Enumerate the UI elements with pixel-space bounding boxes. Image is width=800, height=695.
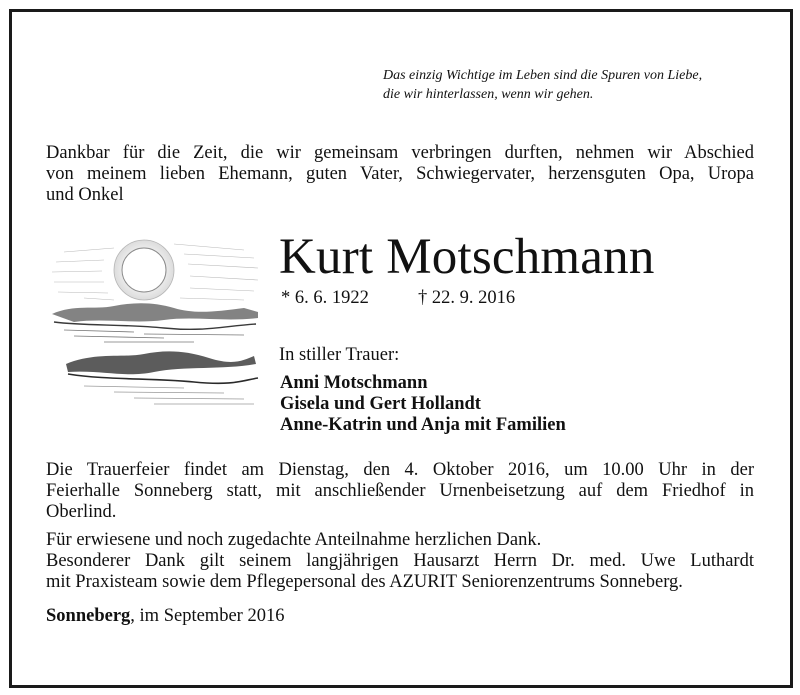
quote-line-2: die wir hinterlassen, wenn wir gehen. (383, 87, 594, 102)
epigraph-quote (383, 66, 763, 104)
life-dates (281, 288, 515, 309)
birth-date: * 6. 6. 1922 (281, 288, 369, 308)
mourner-name: Anni Motschmann (280, 373, 428, 393)
quote-line-1: Das einzig Wichtige im Leben sind die Spuren von Liebe, (383, 68, 703, 83)
ceremony-line-3: Oberlind. (46, 502, 117, 522)
intro-line-3: und Onkel (46, 185, 124, 205)
thanks-line-3: mit Praxisteam sowie dem Pflegepersonal des AZURIT Seniorenzentrums Sonneberg. (46, 572, 683, 592)
thanks-line-2: Besonderer Dank gilt seinem langjährigen Hausarzt Herrn Dr. med. Uwe Luthardt (46, 551, 754, 571)
intro-line-1: Dankbar für die Zeit, die wir gemeinsam verbringen durften, nehmen wir Abschied (46, 143, 754, 163)
deceased-name: Kurt Motschmann (279, 229, 655, 285)
mourner-name: Gisela und Gert Hollandt (280, 394, 481, 414)
mourner-name: Anne-Katrin und Anja mit Familien (280, 415, 566, 435)
thanks-text (46, 530, 754, 593)
death-date: † 22. 9. 2016 (418, 288, 516, 308)
ceremony-line-1: Die Trauerfeier findet am Dienstag, den 4. Oktober 2016, um 10.00 Uhr in der (46, 460, 754, 480)
intro-line-2: von meinem lieben Ehemann, guten Vater, Schwiegervater, herzensguten Opa, Uropa (46, 164, 754, 184)
mourners-list (280, 373, 566, 436)
landscape-sun-illustration (44, 238, 264, 408)
signoff-place: Sonneberg (46, 606, 131, 626)
signoff (46, 606, 284, 627)
ceremony-line-2: Feierhalle Sonneberg statt, mit anschließender Urnenbeisetzung auf dem Friedhof in (46, 481, 754, 501)
thanks-line-1: Für erwiesene und noch zugedachte Anteilnahme herzlichen Dank. (46, 530, 542, 550)
mourning-label: In stiller Trauer: (279, 345, 400, 365)
intro-text (46, 143, 754, 206)
ceremony-notice (46, 460, 754, 523)
signoff-date: , im September 2016 (130, 606, 285, 626)
